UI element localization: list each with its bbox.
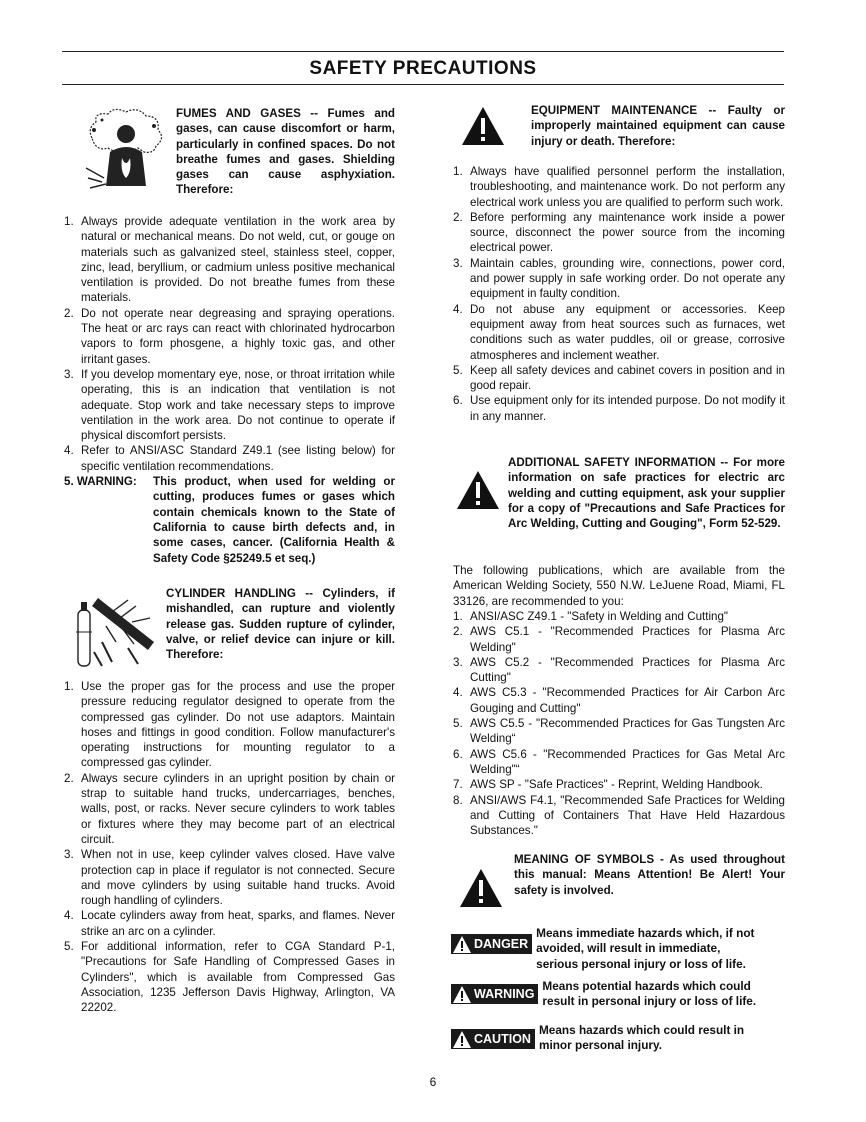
list-item	[453, 624, 785, 655]
additional-heading: ADDITIONAL SAFETY INFORMATION --	[508, 456, 729, 469]
item-text: ANSI/AWS F4.1, "Recommended Safe Practices for Welding and Cutting of Containers That Have Held Hazardous Substances."	[470, 793, 785, 838]
item-number: 1.	[64, 215, 74, 228]
symbols-intro	[514, 852, 785, 898]
page-title: SAFETY PRECAUTIONS	[309, 58, 537, 79]
additional-text: For more information on safe practices for electric arc welding and cutting equipment, ask your supplier for a copy of "Precautions and Safe Practices for Arc Welding, Cutting and Gouging", Form 52-529.	[508, 456, 785, 531]
item-text: Locate cylinders away from heat, sparks, and flames. Never strike an arc on a cylinder.	[81, 909, 395, 938]
title-rule	[62, 84, 784, 85]
danger-badge	[451, 934, 532, 954]
maintenance-heading: EQUIPMENT MAINTENANCE --	[531, 104, 717, 117]
item-number: 1.	[64, 680, 74, 693]
item-number: 3.	[453, 256, 463, 270]
list-item	[453, 716, 785, 747]
top-rule	[62, 51, 784, 52]
cylinder-list	[64, 679, 395, 1016]
maintenance-list	[453, 164, 785, 424]
list-item	[64, 908, 395, 939]
item-number: 3.	[453, 655, 463, 669]
publications-list	[453, 609, 785, 838]
item-text: Always provide adequate ventilation in the work area by natural or mechanical means. Do not weld, cut, or gouge on materials such as galvanized steel, stainless steel, copper, zinc, lead, beryllium, or cadmium unless positive mechanical ventilation is provided. Do not breathe fumes from these materials.	[81, 215, 395, 305]
item-number: 1.	[453, 165, 463, 178]
symbols-text: As used throughout this manual: Means Attention! Be Alert! Your safety is involved.	[514, 853, 786, 897]
warning-triangle-icon	[461, 106, 505, 146]
item-text: AWS SP - "Safe Practices" - Reprint, Welding Handbook.	[470, 778, 763, 792]
item-text: AWS C5.3 - "Recommended Practices for Air Carbon Arc Gouging and Cutting"	[470, 686, 785, 715]
fumes-intro	[176, 106, 395, 198]
item-text: AWS C5.6 - "Recommended Practices for Gas Metal Arc Welding"“	[470, 747, 785, 776]
warning-item	[64, 474, 395, 566]
danger-desc: Means immediate hazards which, if not avoided, will result in immediate, serious personal injury or loss of life.	[536, 926, 755, 971]
list-item	[64, 367, 395, 443]
maintenance-intro-text: Faulty or improperly maintained equipment can cause injury or death. Therefore:	[531, 104, 785, 148]
warning-triangle-icon	[459, 868, 503, 908]
item-text: When not in use, keep cylinder valves closed. Have valve protection cap in place if regulator is not connected. Secure and move cylinders by using suitable hand trucks. Avoid rough handling of cylinders.	[81, 848, 395, 908]
item-text: AWS C5.2 - "Recommended Practices for Plasma Arc Cutting"	[470, 655, 785, 685]
item-number: 4.	[453, 686, 463, 700]
page-number: 6	[429, 1075, 437, 1089]
item-text: Always have qualified personnel perform the installation, troubleshooting, and maintenance work. Do not perform any electrical work unless you are qualified to perform such work.	[470, 165, 785, 209]
list-item	[453, 747, 785, 778]
item-text: Do not abuse any equipment or accessories. Keep equipment away from heat sources such as furnaces, wet conditions such as water puddles, oil or grease, corrosive atmospheres and inclement weather.	[470, 302, 785, 362]
warning-text: This product, when used for welding or cutting, produces fumes or gases which contain chemicals known to the State of California to cause birth defects and, in some cases, cancer. (California Health & Safety Code §25249.5 et seq.)	[153, 475, 395, 565]
warning-triangle-icon	[456, 470, 500, 510]
item-number: 2.	[64, 306, 74, 320]
item-text: Always secure cylinders in an upright position by chain or strap to suitable hand trucks, undercarriages, benches, walls, post, or racks. Never secure cylinders to work tables or fixtures where they may become part of an electrical circuit.	[81, 771, 395, 846]
item-text: Refer to ANSI/ASC Standard Z49.1 (see listing below) for specific ventilation recommendations.	[81, 444, 395, 473]
item-number: 7.	[453, 778, 463, 792]
list-item	[453, 655, 785, 686]
item-text: Do not operate near degreasing and spraying operations. The heat or arc rays can react with chlorinated hydrocarbon vapors to form phosgene, a highly toxic gas, and other irritant gases.	[81, 306, 395, 366]
list-item	[453, 777, 785, 792]
item-number: 2.	[64, 771, 74, 785]
list-item	[453, 210, 785, 256]
fumes-person-icon	[82, 108, 168, 194]
cylinder-heading: CYLINDER HANDLING --	[166, 587, 314, 600]
caution-desc: Means hazards which could result in minor personal injury.	[538, 1023, 745, 1053]
cylinder-intro-text: Cylinders, if mishandled, can rupture and violently release gas. Sudden rupture of cylinder, valve, or relief device can injure or kill. Therefore:	[166, 587, 395, 662]
item-text: Keep all safety devices and cabinet covers in position and in good repair.	[470, 363, 785, 393]
list-item	[64, 771, 395, 847]
list-item	[64, 679, 395, 771]
list-item	[64, 214, 395, 306]
item-number: 4.	[64, 444, 74, 458]
list-item	[453, 302, 785, 363]
item-text: Use the proper gas for the process and use the proper pressure reducing regulator designed to operate from the compressed gas cylinder. Do not use adaptors. Maintain hoses and fittings in good condition. Follow manufacturer's operating instructions for mounting regulator to a compressed gas cylinder.	[81, 680, 395, 770]
list-item	[64, 443, 395, 474]
warning-signal-label: WARNING	[474, 987, 535, 1001]
caution-label: CAUTION	[474, 1032, 531, 1046]
item-number: 2.	[453, 210, 463, 224]
item-number: 8.	[453, 793, 463, 807]
list-item	[64, 847, 395, 908]
warning-signal	[451, 979, 785, 1010]
list-item	[453, 685, 785, 716]
item-number: 5.	[64, 940, 74, 954]
item-text: If you develop momentary eye, nose, or throat irritation while operating, this is an indication that ventilation is not adequate. Stop work and take necessary steps to improve ventilation in the work area. Do not continue to operate if physical discomfort persists.	[81, 367, 395, 443]
list-item	[64, 306, 395, 367]
additional-info	[508, 455, 785, 531]
item-number: 6.	[453, 747, 463, 761]
warning-desc: Means potential hazards which could result in personal injury or loss of life.	[542, 979, 757, 1009]
item-text: Use equipment only for its intended purpose. Do not modify it in any manner.	[470, 394, 785, 423]
item-number: 4.	[453, 302, 463, 316]
item-number: 5.	[453, 363, 463, 377]
warning-badge	[451, 984, 538, 1004]
list-item	[453, 363, 785, 394]
item-number: 1.	[453, 610, 463, 623]
list-item	[453, 609, 785, 624]
item-number: 4.	[64, 909, 74, 923]
item-text: Before performing any maintenance work inside a power source, disconnect the power source from the incoming electrical power.	[470, 210, 785, 255]
maintenance-intro	[531, 103, 785, 149]
cylinder-intro	[166, 586, 395, 662]
item-text: Maintain cables, grounding wire, connections, power cord, and power supply in safe working order. Do not operate any equipment in faulty condition.	[470, 256, 785, 301]
list-item	[64, 939, 395, 1015]
list-item	[453, 393, 785, 424]
item-number: 2.	[453, 625, 463, 639]
warning-label: 5. WARNING:	[64, 475, 137, 489]
caution-badge	[451, 1029, 535, 1049]
danger-triangle-icon	[453, 936, 471, 953]
item-text: For additional information, refer to CGA Standard P-1, "Precautions for Safe Handling of Compressed Gases in Cylinders", which is available from Compressed Gas Association, 1235 Jefferson Davis Highway, Arlington, VA 22202.	[81, 940, 395, 1015]
item-number: 3.	[64, 367, 74, 381]
caution-triangle-icon	[453, 1031, 471, 1048]
publications-intro: The following publications, which are available from the American Welding Society, 550 N.W. LeJuene Road, Miami, FL 33126, are recommended to you:	[453, 564, 785, 608]
item-text: AWS C5.1 - "Recommended Practices for Plasma Arc Welding"	[470, 625, 785, 654]
list-item	[453, 256, 785, 302]
symbols-heading: MEANING OF SYMBOLS -	[514, 853, 664, 866]
item-number: 3.	[64, 848, 74, 862]
item-text: ANSI/ASC Z49.1 - "Safety in Welding and Cutting"	[470, 610, 729, 623]
item-text: AWS C5.5 - "Recommended Practices for Gas Tungsten Arc Welding“	[470, 717, 785, 746]
fumes-heading: FUMES AND GASES --	[176, 107, 319, 120]
caution-signal	[451, 1023, 785, 1054]
fumes-intro-text: Fumes and gases, can cause discomfort or harm, particularly in confined spaces. Do not breathe fumes and gases. Shielding gases can cause asphyxiation. Therefore:	[176, 107, 395, 197]
warning-badge-triangle-icon	[453, 986, 471, 1003]
item-number: 6.	[453, 394, 463, 408]
item-number: 5.	[453, 717, 463, 731]
list-item	[453, 793, 785, 839]
list-item	[453, 164, 785, 210]
danger-label: DANGER	[474, 937, 529, 951]
danger-signal	[451, 926, 785, 972]
fumes-list	[64, 214, 395, 566]
gas-cylinder-icon	[72, 592, 162, 670]
